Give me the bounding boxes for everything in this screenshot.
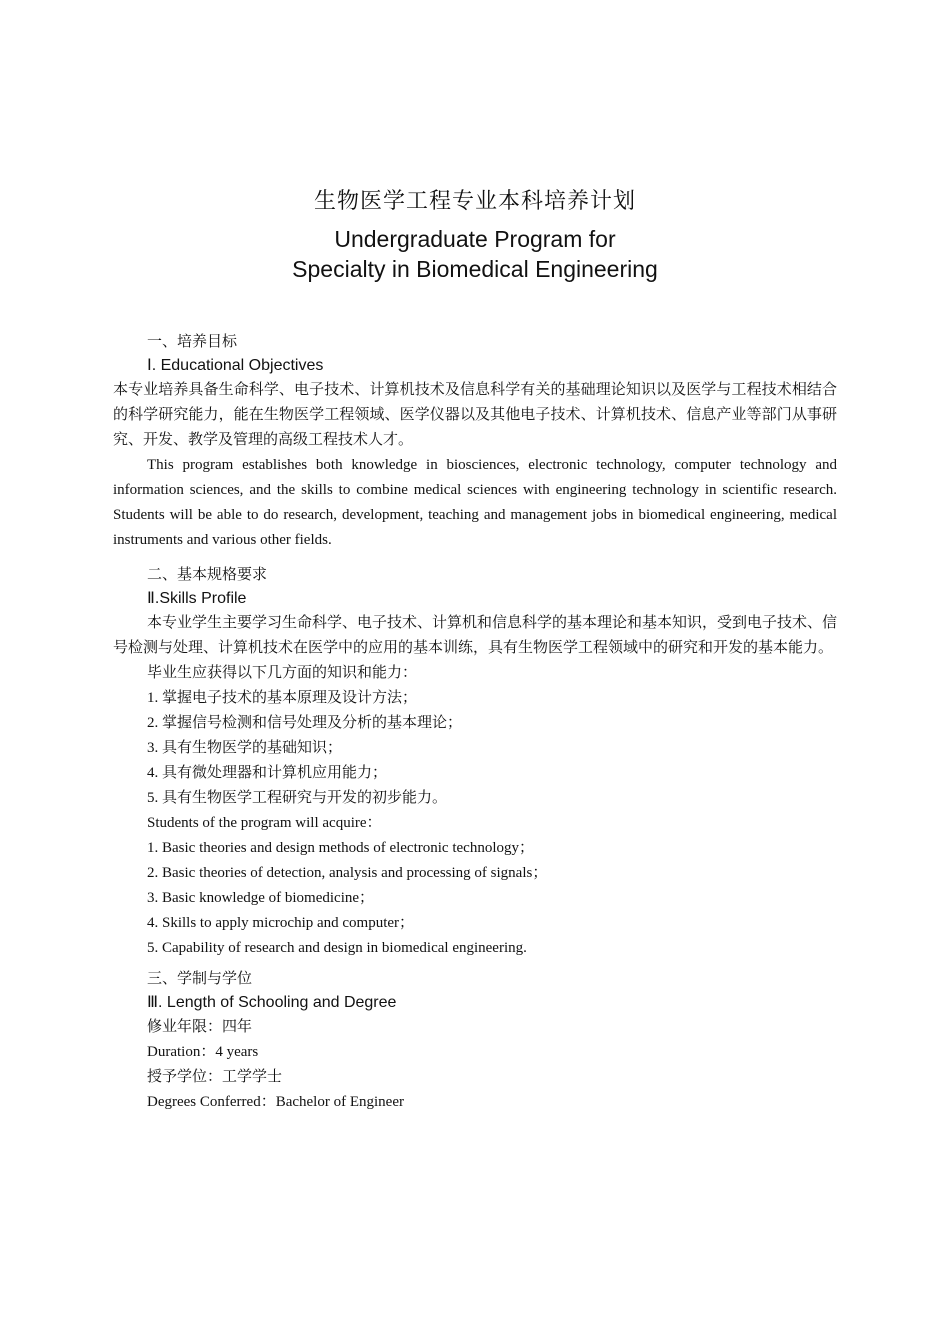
list-item: 2. 掌握信号检测和信号处理及分析的基本理论；	[147, 715, 463, 731]
list-item: 3. 具有生物医学的基础知识；	[147, 740, 343, 756]
section-2-intro-en: Students of the program will acquire：	[147, 815, 382, 831]
degree-en: Degrees Conferred：Bachelor of Engineer	[147, 1094, 404, 1110]
list-item: 1. 掌握电子技术的基本原理及设计方法；	[147, 690, 418, 706]
section-3-heading-cn: 三、学制与学位	[147, 970, 253, 987]
section-3-heading-en: Ⅲ. Length of Schooling and Degree	[147, 994, 397, 1011]
title-chinese: 生物医学工程专业本科培养计划	[313, 188, 636, 213]
duration-cn: 修业年限：四年	[147, 1019, 253, 1035]
section-1-heading-cn: 一、培养目标	[147, 333, 238, 350]
list-item: 3. Basic knowledge of biomedicine；	[147, 890, 375, 906]
section-1-paragraph-cn: 本专业培养具备生命科学、电子技术、计算机技术及信息科学有关的基础理论知识以及医学与工程技术相结合的科学研究能力，能在生物医学工程领域、医学仪器以及其他电子技术、计算机技术、信息产业等部门从事研究、开发、教学及管理的高级工程技术人才。	[113, 382, 837, 448]
list-item: 5. 具有生物医学工程研究与开发的初步能力。	[147, 790, 448, 806]
section-2-heading-en: Ⅱ.Skills Profile	[147, 590, 247, 607]
section-2-heading-cn: 二、基本规格要求	[147, 566, 268, 583]
section-2-paragraph-cn: 本专业学生主要学习生命科学、电子技术、计算机和信息科学的基本理论和基本知识，受到电子技术、信号检测与处理、计算机技术在医学中的应用的基本训练，具有生物医学工程领域中的研究和开发的基本能力。	[113, 615, 838, 656]
section-1-paragraph-en: This program establishes both knowledge in biosciences, electronic technology, computer technology and information sciences, and the skills to combine medical sciences with engineering technology in scientific research. Students will be able to do research, development, teaching and management jobs in biomedical engineering, medical instruments and various other fields.	[113, 457, 837, 548]
list-item: 5. Capability of research and design in biomedical engineering.	[147, 940, 527, 956]
section-2-intro-cn: 毕业生应获得以下几方面的知识和能力：	[147, 665, 418, 681]
duration-en: Duration：4 years	[147, 1044, 259, 1060]
title-english-line-2: Specialty in Biomedical Engineering	[292, 256, 658, 282]
document-body	[113, 330, 837, 1115]
title-english-line-1: Undergraduate Program for	[334, 226, 616, 252]
list-item: 1. Basic theories and design methods of electronic technology；	[147, 840, 534, 856]
section-1-heading-en: Ⅰ. Educational Objectives	[147, 357, 324, 374]
list-item: 2. Basic theories of detection, analysis and processing of signals；	[147, 865, 548, 881]
title-english	[0, 224, 950, 284]
list-item: 4. Skills to apply microchip and computer；	[147, 915, 415, 931]
list-item: 4. 具有微处理器和计算机应用能力；	[147, 765, 388, 781]
degree-cn: 授予学位：工学学士	[147, 1069, 283, 1085]
